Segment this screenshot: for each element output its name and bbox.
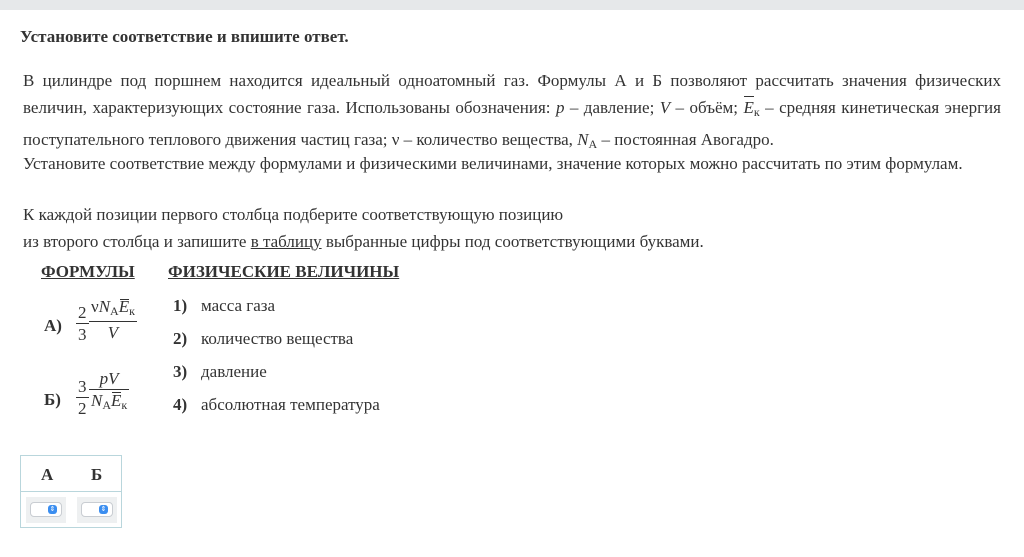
p3-text-a: из второго столбца и запишите bbox=[23, 232, 251, 251]
answer-select-a[interactable] bbox=[30, 502, 62, 517]
symbol-n: N bbox=[91, 391, 103, 410]
p3-text-b: выбранные цифры под соответствующими буквами. bbox=[321, 232, 704, 251]
formula-a-main-fraction bbox=[89, 297, 137, 344]
formula-b-coef-den: 2 bbox=[78, 399, 87, 418]
quantity-number: 2) bbox=[173, 329, 188, 348]
select-arrows-icon: ⇕ bbox=[100, 505, 107, 513]
symbol-pv: pV bbox=[99, 369, 119, 388]
symbol-n: N bbox=[98, 297, 111, 316]
formula-b-label: Б) bbox=[44, 390, 61, 409]
answer-table bbox=[20, 455, 122, 528]
formula-b-coefficient bbox=[76, 377, 89, 420]
symbol-e-bar: E bbox=[111, 391, 122, 410]
p1-text-1: В цилиндре под поршнем находится идеальный одноатомный газ. Формулы А и Б позволяют рассчитать значения физических величин, характеризующих состояние газа. Использованы обозначения: bbox=[23, 71, 1001, 117]
p3-line-1: К каждой позиции первого столбца подберите соответствующую позицию bbox=[23, 205, 564, 224]
formula-a-coefficient bbox=[76, 303, 89, 346]
task-paragraph-1 bbox=[23, 67, 1001, 158]
symbol-n-sub: A bbox=[588, 137, 598, 151]
formula-b-denominator bbox=[89, 390, 129, 416]
symbol-v: V bbox=[659, 98, 671, 117]
answer-select-b[interactable] bbox=[81, 502, 113, 517]
symbol-e-sub: к bbox=[753, 105, 760, 119]
quantity-item-2 bbox=[173, 329, 353, 349]
p1-text-2: – давление; bbox=[564, 98, 660, 117]
task-paragraph-3 bbox=[23, 201, 1001, 255]
formula-a-coef-den: 3 bbox=[78, 325, 87, 344]
answer-col-a-header: А bbox=[41, 465, 54, 484]
symbol-e-bar: E bbox=[743, 94, 753, 121]
quantity-number: 1) bbox=[173, 296, 188, 315]
quantity-item-4 bbox=[173, 395, 380, 415]
answer-cell-b bbox=[77, 497, 117, 523]
symbol-p: p bbox=[555, 98, 565, 117]
quantity-item-3 bbox=[173, 362, 267, 382]
p1-text-4: – средняя кинетическая энергия поступательного теплового движения частиц газа; ν – количество вещества, bbox=[23, 98, 1001, 149]
task-instruction: Установите соответствие и впишите ответ. bbox=[20, 27, 349, 46]
symbol-e-bar: E bbox=[118, 297, 130, 316]
symbol-n-sub: A bbox=[110, 304, 119, 318]
symbol-e-sub: к bbox=[121, 398, 128, 412]
quantity-text: масса газа bbox=[201, 296, 276, 315]
quantities-header: ФИЗИЧЕСКИЕ ВЕЛИЧИНЫ bbox=[168, 262, 400, 281]
answer-col-b-header: Б bbox=[91, 465, 103, 484]
formula-b-numerator bbox=[98, 369, 121, 389]
formulas-header: ФОРМУЛЫ bbox=[41, 262, 135, 281]
formula-a-label: А) bbox=[44, 316, 62, 335]
p1-text-5: – постоянная Авогадро. bbox=[597, 130, 774, 149]
quantity-number: 3) bbox=[173, 362, 188, 381]
formula-b-main-fraction bbox=[89, 369, 129, 416]
p3-line-2 bbox=[23, 228, 1001, 255]
top-bar bbox=[0, 0, 1024, 10]
symbol-v: V bbox=[107, 323, 119, 342]
formula-a-denominator bbox=[106, 322, 120, 344]
formula-b-coef-num: 3 bbox=[78, 377, 87, 396]
task-paragraph-2: Установите соответствие между формулами и физическими величинами, значение которых можно рассчитать по этим формулам. bbox=[23, 154, 963, 173]
formula-a-numerator bbox=[89, 297, 137, 321]
table-link[interactable]: в таблицу bbox=[250, 232, 322, 251]
quantity-number: 4) bbox=[173, 395, 188, 414]
quantity-text: абсолютная температура bbox=[201, 395, 380, 414]
symbol-n-sub: A bbox=[102, 398, 112, 412]
symbol-nu: ν bbox=[91, 297, 99, 316]
answer-cell-a bbox=[26, 497, 66, 523]
symbol-n: N bbox=[577, 130, 589, 149]
p1-text-3: – объём; bbox=[670, 98, 744, 117]
answer-table-divider bbox=[21, 491, 121, 492]
quantity-text: давление bbox=[201, 362, 267, 381]
quantity-item-1 bbox=[173, 296, 275, 316]
symbol-e-sub: к bbox=[129, 304, 135, 318]
quantity-text: количество вещества bbox=[201, 329, 354, 348]
formula-a-coef-num: 2 bbox=[78, 303, 87, 322]
select-arrows-icon: ⇕ bbox=[49, 505, 56, 513]
